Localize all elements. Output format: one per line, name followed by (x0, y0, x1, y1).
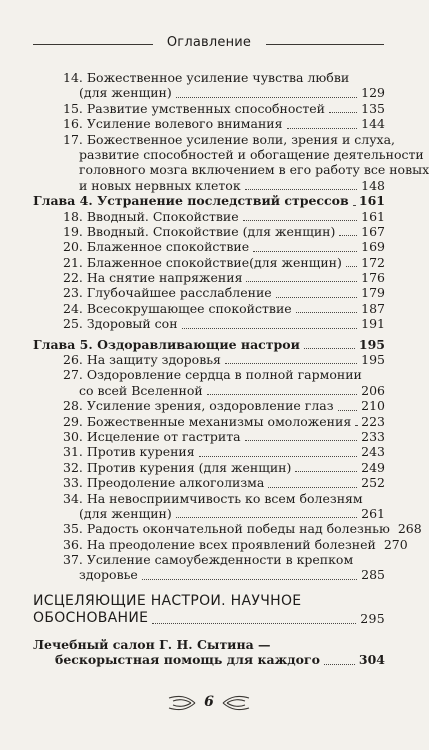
toc-page-number: 268 (397, 521, 422, 537)
toc-entry-24 (33, 301, 385, 316)
toc-entry-title: 29. Божественные механизмы омоложения (63, 413, 352, 429)
leader-dots (225, 362, 357, 364)
toc-entry-17-line-3: головного мозга включением в его работу все новых (79, 162, 429, 178)
toc-entry-31 (33, 444, 385, 459)
toc-entry-36 (33, 536, 408, 552)
toc-entry-37 (33, 568, 385, 583)
toc-entry-title: 36. На преодоление всех проявлений болезней (63, 536, 376, 552)
toc-entry-32 (33, 460, 385, 475)
toc-entry-title: 18. Вводный. Спокойствие (63, 208, 239, 224)
section-heading-line-1: ИСЦЕЛЯЮЩИЕ НАСТРОИ. НАУЧНОЕ (33, 592, 302, 609)
toc-entry-18 (33, 209, 385, 224)
toc-entry-title: здоровье (79, 567, 138, 583)
toc-page-number: 129 (361, 85, 385, 101)
leader-dots (182, 327, 358, 329)
toc-entry-15 (33, 101, 385, 116)
toc-entry-title: 33. Преодоление алкоголизма (63, 475, 265, 491)
leader-dots (329, 111, 357, 113)
toc-page-number: 223 (361, 413, 385, 429)
toc-entry-16 (33, 116, 385, 131)
toc-page-number: 135 (361, 100, 385, 116)
toc-entry-title: 31. Против курения (63, 444, 195, 460)
toc-page-number: 167 (361, 223, 385, 239)
leader-dots (268, 486, 357, 488)
toc-entry-33 (33, 475, 385, 490)
toc-page-number: 295 (360, 610, 385, 626)
toc-entry-27-line-1: 27. Оздоровление сердца в полной гармонии (63, 367, 362, 383)
toc-entry-title: 32. Против курения (для женщин) (63, 459, 292, 475)
leader-dots (276, 296, 357, 298)
leader-dots (304, 347, 355, 349)
leader-dots (246, 280, 357, 282)
toc-page-number: 206 (361, 382, 385, 398)
toc-entry-17-line-2: развитие способностей и обогащение деятельности (79, 146, 424, 162)
toc-entry-25 (33, 316, 385, 331)
leader-dots (295, 470, 357, 472)
leader-dots (287, 127, 358, 129)
toc-page-number: 261 (361, 505, 385, 521)
toc-chapter-5 (33, 337, 385, 352)
leader-dots (245, 188, 357, 190)
toc-page-number: 195 (361, 352, 385, 368)
leader-dots (199, 455, 357, 457)
toc-entry-title: и новых нервных клеток (79, 177, 241, 193)
toc-page-number: 252 (361, 475, 385, 491)
leader-dots (353, 204, 355, 206)
toc-entry-37-line-1: 37. Усиление самоубежденности в крепком (63, 552, 354, 568)
toc-entry-title: 35. Радость окончательной победы над болезнью (63, 521, 390, 537)
toc-entry-title: 26. На защиту здоровья (63, 352, 221, 368)
toc-entry-28 (33, 398, 385, 413)
toc-entry-title: 25. Здоровый сон (63, 316, 178, 332)
leader-dots (176, 516, 357, 518)
toc-page-number: 187 (361, 300, 385, 316)
toc-entry-title: 30. Исцеление от гастрита (63, 428, 241, 444)
leader-dots (355, 424, 357, 426)
toc-entry-title: 23. Глубочайшее расслабление (63, 285, 272, 301)
toc-entry-22 (33, 270, 385, 285)
toc-page-number: 161 (361, 208, 385, 224)
section-heading (33, 610, 385, 627)
toc-page-number: 144 (361, 116, 385, 132)
toc-entry-14 (33, 85, 385, 100)
salon-line-1: Лечебный салон Г. Н. Сытина — (33, 636, 271, 652)
toc-entry-34-line-1: 34. На невосприимчивость ко всем болезням (63, 490, 363, 506)
table-of-contents (33, 70, 429, 668)
toc-entry-title: (для женщин) (79, 505, 172, 521)
leader-dots (152, 622, 356, 624)
toc-entry-17 (33, 178, 385, 193)
leader-dots (339, 234, 357, 236)
toc-page-number: 172 (361, 254, 385, 270)
toc-entry-26 (33, 352, 385, 367)
toc-entry-title: 22. На снятие напряжения (63, 270, 243, 286)
toc-entry-title: 16. Усиление волевого внимания (63, 116, 283, 132)
leader-dots (207, 393, 357, 395)
toc-page-number: 191 (361, 316, 385, 332)
toc-entry-14-line-1: 14. Божественное усиление чувства любви (63, 70, 350, 85)
toc-entry-27 (33, 383, 385, 398)
leader-dots (243, 219, 358, 221)
toc-entry-title: 15. Развитие умственных способностей (63, 100, 325, 116)
toc-entry-30 (33, 429, 385, 444)
toc-page-number: 243 (361, 444, 385, 460)
toc-page-number: 148 (361, 177, 385, 193)
toc-page-number: 195 (358, 336, 385, 352)
toc-page-number: 176 (361, 270, 385, 286)
toc-entry-title: 19. Вводный. Спокойствие (для женщин) (63, 223, 336, 239)
toc-entry-19 (33, 224, 385, 239)
toc-entry-title: 21. Блаженное спокойствие(для женщин) (63, 254, 342, 270)
toc-entry-title: со всей Вселенной (79, 382, 203, 398)
toc-entry-29 (33, 414, 385, 429)
leader-dots (142, 578, 357, 580)
toc-entry-23 (33, 285, 385, 300)
toc-page-number: 304 (358, 652, 385, 668)
toc-page-number: 169 (361, 239, 385, 255)
toc-entry-17-line-1: 17. Божественное усиление воли, зрения и слуха, (63, 131, 396, 147)
leader-dots (253, 250, 357, 252)
toc-page-number: 210 (361, 398, 385, 414)
toc-entry-title: 20. Блаженное спокойствие (63, 239, 250, 255)
toc-page-number: 233 (361, 428, 385, 444)
page-header-title: Оглавление (166, 35, 252, 50)
toc-entry-20 (33, 239, 385, 254)
salon-line-2: бескорыстная помощь для каждого (55, 652, 320, 668)
toc-entry-title: 24. Всесокрушающее спокойствие (63, 300, 292, 316)
toc-page-number: 179 (361, 285, 385, 301)
leader-dots (346, 265, 357, 267)
section-heading-line-2: ОБОСНОВАНИЕ (33, 609, 149, 626)
toc-page-number: 249 (361, 459, 385, 475)
leader-dots (245, 439, 358, 441)
toc-entry-34 (33, 506, 385, 521)
toc-entry-title: 28. Усиление зрения, оздоровление глаз (63, 398, 334, 414)
toc-entry-title: (для женщин) (79, 85, 172, 101)
toc-chapter-4 (33, 193, 385, 208)
chapter-title: Глава 5. Оздоравливающие настрои (33, 336, 300, 352)
leader-dots (338, 409, 358, 411)
toc-page-number: 285 (361, 567, 385, 583)
leader-dots (176, 96, 357, 98)
leader-dots (324, 663, 355, 665)
leader-dots (296, 311, 357, 313)
toc-entry-21 (33, 255, 385, 270)
toc-page-number: 270 (383, 536, 408, 552)
toc-salon (33, 652, 385, 667)
toc-entry-35 (33, 521, 422, 537)
header-rule-right (266, 44, 384, 45)
chapter-title: Глава 4. Устранение последствий стрессов (33, 193, 349, 209)
toc-page-number: 161 (358, 193, 385, 209)
page-number: 6 (204, 694, 214, 710)
header-rule-left (33, 44, 153, 45)
